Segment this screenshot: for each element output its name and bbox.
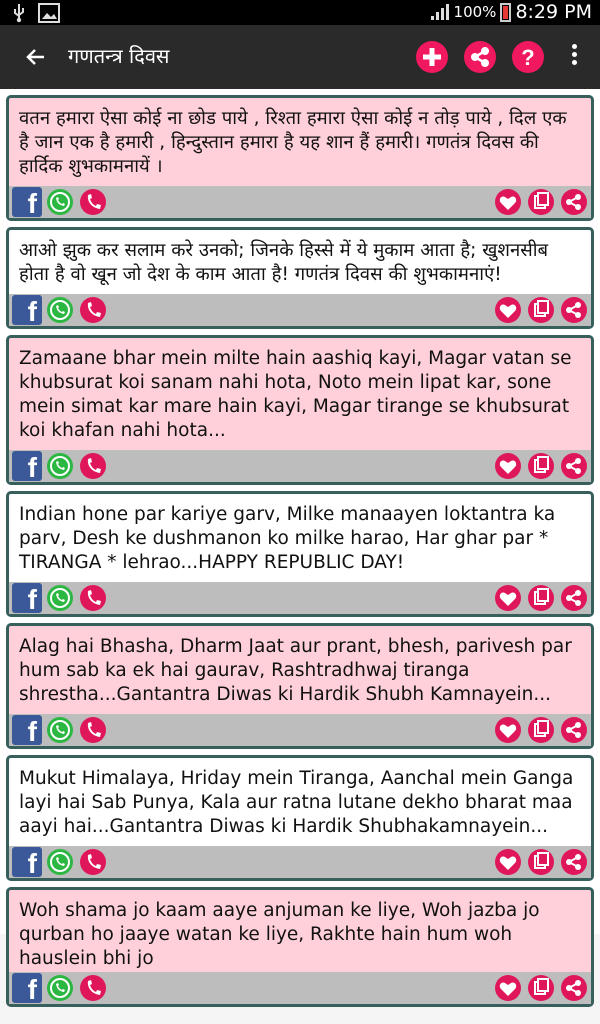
facebook-icon[interactable]: f <box>12 847 42 877</box>
copy-icon[interactable] <box>526 187 556 217</box>
message-list[interactable] <box>0 89 600 1005</box>
share-app-button[interactable] <box>464 41 496 73</box>
message-card <box>6 755 594 881</box>
share-icon <box>464 41 496 73</box>
plus-circle-icon <box>416 41 448 73</box>
phone-icon[interactable] <box>78 847 108 877</box>
message-card <box>6 623 594 749</box>
help-button[interactable] <box>512 41 544 73</box>
card-action-bar <box>9 294 591 326</box>
message-card <box>6 491 594 617</box>
phone-icon[interactable] <box>78 973 108 1003</box>
card-action-bar <box>9 186 591 218</box>
message-text: आओ झुक कर सलाम करे उनको; जिनके हिस्से में ये मुकाम आता है; खुशनसीब होता है वो खून जो देश के काम आता है! गणतंत्र दिवस की शुभकामनाएं! <box>19 240 549 285</box>
heart-icon[interactable] <box>493 451 523 481</box>
status-bar <box>0 0 600 25</box>
app-bar <box>0 25 600 89</box>
share-icon[interactable] <box>559 187 589 217</box>
heart-icon[interactable] <box>493 973 523 1003</box>
message-card <box>6 335 594 485</box>
share-icon[interactable] <box>559 451 589 481</box>
card-action-bar <box>9 972 591 1004</box>
facebook-icon[interactable]: f <box>12 583 42 613</box>
signal-icon <box>430 3 450 21</box>
message-card <box>6 887 594 1007</box>
phone-icon[interactable] <box>78 295 108 325</box>
add-button[interactable] <box>416 41 448 73</box>
message-text: Indian hone par kariye garv, Milke manaayen loktantra ka parv, Desh ke dushmanon ko milke harao, Har ghar par * TIRANGA * lehrao...HAPPY REPUBLIC DAY! <box>19 504 556 573</box>
heart-icon[interactable] <box>493 295 523 325</box>
image-icon <box>38 3 60 23</box>
copy-icon[interactable] <box>526 583 556 613</box>
overflow-menu-button[interactable] <box>570 41 578 73</box>
page-title: गणतन्त्र दिवस <box>68 44 170 68</box>
whatsapp-icon[interactable] <box>45 715 75 745</box>
card-action-bar <box>9 450 591 482</box>
message-text: Woh shama jo kaam aaye anjuman ke liye, Woh jazba jo qurban ho jaaye watan ke liye, Rakhte hain hum woh hauslein bhi jo <box>19 900 540 969</box>
share-icon[interactable] <box>559 847 589 877</box>
share-icon[interactable] <box>559 295 589 325</box>
usb-icon <box>12 3 26 23</box>
whatsapp-icon[interactable] <box>45 295 75 325</box>
whatsapp-icon[interactable] <box>45 583 75 613</box>
heart-icon[interactable] <box>493 583 523 613</box>
whatsapp-icon[interactable] <box>45 187 75 217</box>
svg-text:?: ? <box>521 45 535 70</box>
facebook-icon[interactable]: f <box>12 451 42 481</box>
message-text: वतन हमारा ऐसा कोई ना छोड पाये , रिश्ता हमारा ऐसा कोई न तोड़ पाये , दिल एक है जान एक है हमारी , हिन्दुस्तान हमारा है यह शान हैं हमारी। गणतंत्र दिवस की हार्दिक शुभकामनायें । <box>19 108 567 177</box>
phone-icon[interactable] <box>78 583 108 613</box>
card-action-bar <box>9 714 591 746</box>
share-icon[interactable] <box>559 583 589 613</box>
phone-icon[interactable] <box>78 187 108 217</box>
copy-icon[interactable] <box>526 973 556 1003</box>
copy-icon[interactable] <box>526 715 556 745</box>
battery-icon <box>500 3 511 22</box>
heart-icon[interactable] <box>493 715 523 745</box>
question-icon <box>512 41 544 73</box>
message-text: Alag hai Bhasha, Dharm Jaat aur prant, bhesh, parivesh par hum sab ka ek hai gaurav, Rashtradhwaj tiranga shrestha...Gantantra Diwas ki Hardik Shubh Kamnayein... <box>19 636 572 705</box>
message-text: Mukut Himalaya, Hriday mein Tiranga, Aanchal mein Ganga layi hai Sab Punya, Kala aur ratna lutane dekho bharat maa aayi hai...Gantantra Diwas ki Hardik Shubhakamnayein... <box>19 768 574 837</box>
heart-icon[interactable] <box>493 847 523 877</box>
whatsapp-icon[interactable] <box>45 451 75 481</box>
whatsapp-icon[interactable] <box>45 847 75 877</box>
message-card <box>6 95 594 221</box>
message-text: Zamaane bhar mein milte hain aashiq kayi, Magar vatan se khubsurat koi sanam nahi hota, Noto mein lipat kar, sone mein simat kar mare hain kayi, Magar tirange se khubsurat koi khafan nahi hota... <box>19 348 572 441</box>
facebook-icon[interactable]: f <box>12 187 42 217</box>
share-icon[interactable] <box>559 973 589 1003</box>
share-icon[interactable] <box>559 715 589 745</box>
card-action-bar <box>9 846 591 878</box>
heart-icon[interactable] <box>493 187 523 217</box>
clock: 8:29 PM <box>515 1 592 23</box>
message-card <box>6 227 594 329</box>
battery-percent: 100% <box>453 3 497 21</box>
back-arrow-icon[interactable] <box>20 43 50 71</box>
facebook-icon[interactable]: f <box>12 973 42 1003</box>
phone-icon[interactable] <box>78 715 108 745</box>
copy-icon[interactable] <box>526 847 556 877</box>
facebook-icon[interactable]: f <box>12 295 42 325</box>
copy-icon[interactable] <box>526 295 556 325</box>
phone-icon[interactable] <box>78 451 108 481</box>
facebook-icon[interactable]: f <box>12 715 42 745</box>
whatsapp-icon[interactable] <box>45 973 75 1003</box>
card-action-bar <box>9 582 591 614</box>
copy-icon[interactable] <box>526 451 556 481</box>
